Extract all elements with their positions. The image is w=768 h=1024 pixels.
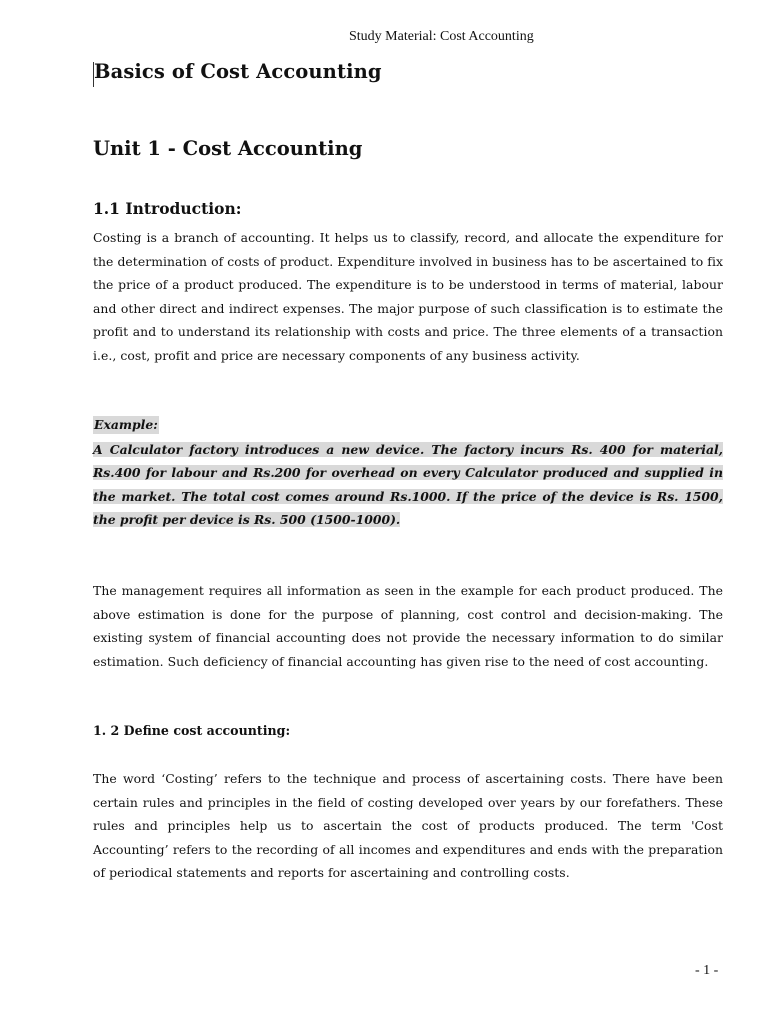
- example-text: A Calculator factory introduces a new device. The factory incurs Rs. 400 for material, Rs.400 for labour and Rs.200 for overhead on every Calculator produced and supplied in the market. The total cost comes around Rs.1000. If the price of the device is Rs. 1500, the profit per device is Rs. 500 (1500-1000).: [93, 442, 723, 527]
- management-paragraph: The management requires all information as seen in the example for each product produced. The above estimation is done for the purpose of planning, cost control and decision-making. The existing system of financial accounting does not provide the necessary information to do similar estimation. Such deficiency of financial accounting has given rise to the need of cost accounting.: [93, 583, 723, 669]
- section-heading-introduction: 1.1 Introduction:: [93, 199, 242, 218]
- section-heading-define-cost-accounting: 1. 2 Define cost accounting:: [93, 723, 291, 738]
- introduction-paragraph: Costing is a branch of accounting. It helps us to classify, record, and allocate the expenditure for the determination of costs of product. Expenditure involved in business has to be ascertained to fix the price of a product produced. The expenditure is to be understood in terms of material, labour and other direct and indirect expenses. The major purpose of such classification is to estimate the profit and to understand its relationship with costs and price. The three elements of a transaction i.e., cost, profit and price are necessary components of any business activity.: [93, 230, 723, 363]
- document-title: Basics of Cost Accounting: [94, 60, 382, 83]
- unit-title: Unit 1 - Cost Accounting: [93, 137, 363, 160]
- running-header: Study Material: Cost Accounting: [349, 29, 534, 44]
- example-label: Example:: [94, 417, 158, 432]
- page-number: - 1 -: [695, 963, 719, 978]
- example-paragraph: [93, 438, 723, 531]
- define-cost-accounting-paragraph: The word ‘Costing’ refers to the technique and process of ascertaining costs. There have been certain rules and principles in the field of costing developed over years by our forefathers. These rules and principles help us to ascertain the cost of products produced. The term 'Cost Accounting’ refers to the recording of all incomes and expenditures and ends with the preparation of periodical statements and reports for ascertaining and controlling costs.: [93, 771, 723, 880]
